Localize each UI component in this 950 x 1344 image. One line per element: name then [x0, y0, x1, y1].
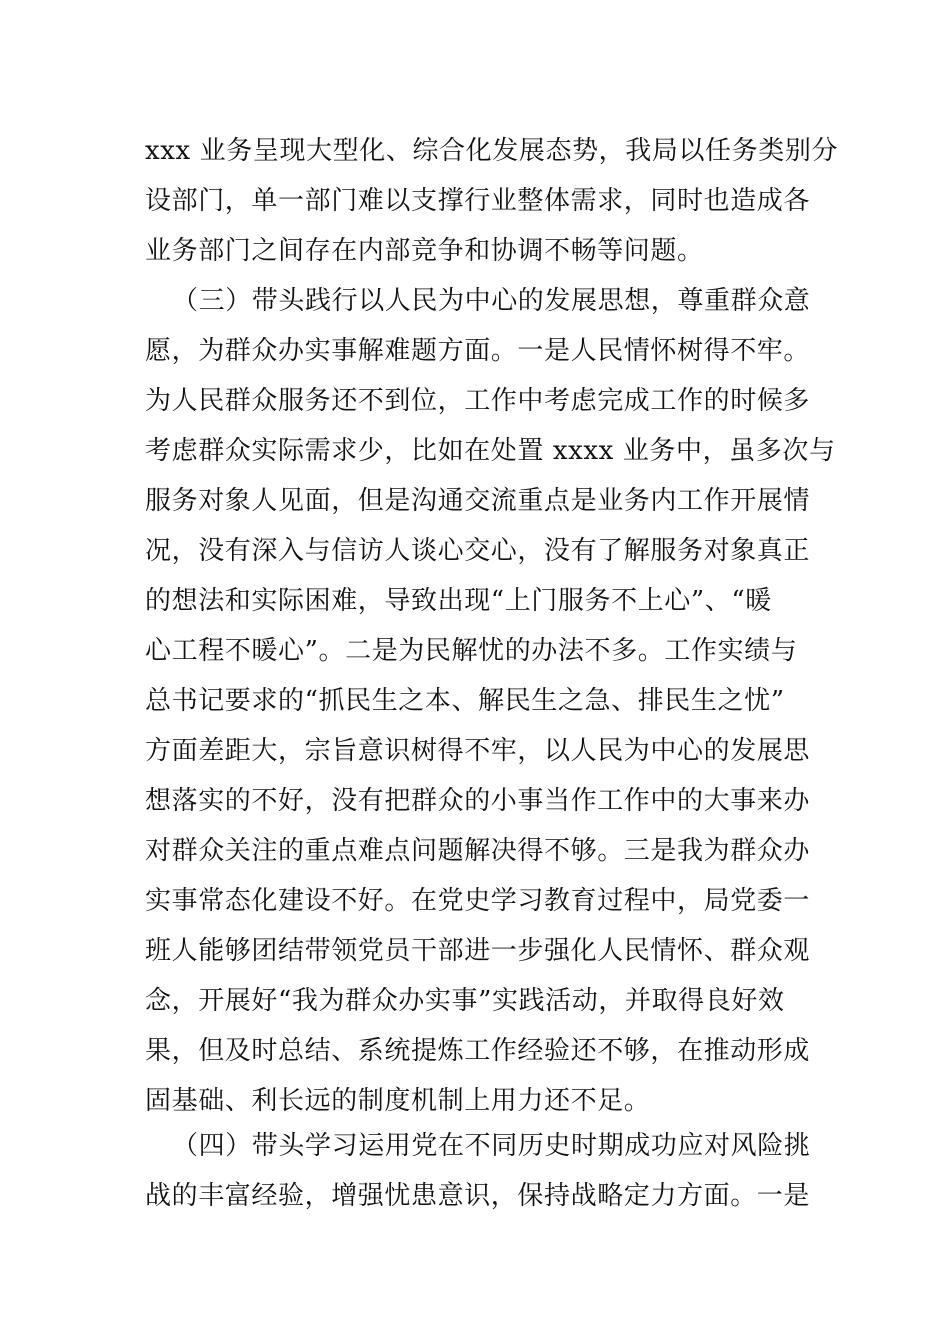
text-line: 设部门，单一部门难以支撑行业整体需求，同时也造成各: [145, 186, 811, 216]
text-line: 果，但及时总结、系统提炼工作经验还不够，在推动形成: [145, 1036, 811, 1066]
text-line: 况，没有深入与信访人谈心交心，没有了解服务对象真正: [145, 536, 811, 566]
text-line: 班人能够团结带领党员干部进一步强化人民情怀、群众观: [145, 936, 811, 966]
text-line: 念，开展好“我为群众办实事”实践活动，并取得良好效: [145, 986, 785, 1016]
text-line: 为人民群众服务还不到位，工作中考虑完成工作的时候多: [145, 386, 811, 416]
text-line: 实事常态化建设不好。在党史学习教育过程中，局党委一: [145, 886, 811, 916]
text-line: 服务对象人见面，但是沟通交流重点是业务内工作开展情: [145, 486, 811, 516]
text-line: xxx 业务呈现大型化、综合化发展态势，我局以任务类别分: [145, 136, 839, 166]
text-line: 业务部门之间存在内部竞争和协调不畅等问题。: [145, 236, 704, 266]
text-line: 固基础、利长远的制度机制上用力还不足。: [145, 1086, 651, 1116]
text-line: 愿，为群众办实事解难题方面。一是人民情怀树得不牢。: [145, 336, 811, 366]
text-line: 对群众关注的重点难点问题解决得不够。三是我为群众办: [145, 836, 811, 866]
text-line: 考虑群众实际需求少，比如在处置 xxxx 业务中，虽多次与: [145, 436, 836, 466]
text-line: 心工程不暖心”。二是为民解忧的办法不多。工作实绩与: [145, 636, 798, 666]
text-line: 方面差距大，宗旨意识树得不牢，以人民为中心的发展思: [145, 736, 811, 766]
text-line: 战的丰富经验，增强忧患意识，保持战略定力方面。一是: [145, 1181, 811, 1211]
section-heading-line: （三）带头践行以人民为中心的发展思想，尊重群众意: [172, 286, 811, 316]
text-line: 的想法和实际困难，导致出现“上门服务不上心”、“暖: [145, 586, 772, 616]
text-line: 想落实的不好，没有把群众的小事当作工作中的大事来办: [145, 786, 811, 816]
text-line: 总书记要求的“抓民生之本、解民生之急、排民生之忧”: [145, 686, 785, 716]
section-heading-line: （四）带头学习运用党在不同历史时期成功应对风险挑: [172, 1131, 811, 1161]
